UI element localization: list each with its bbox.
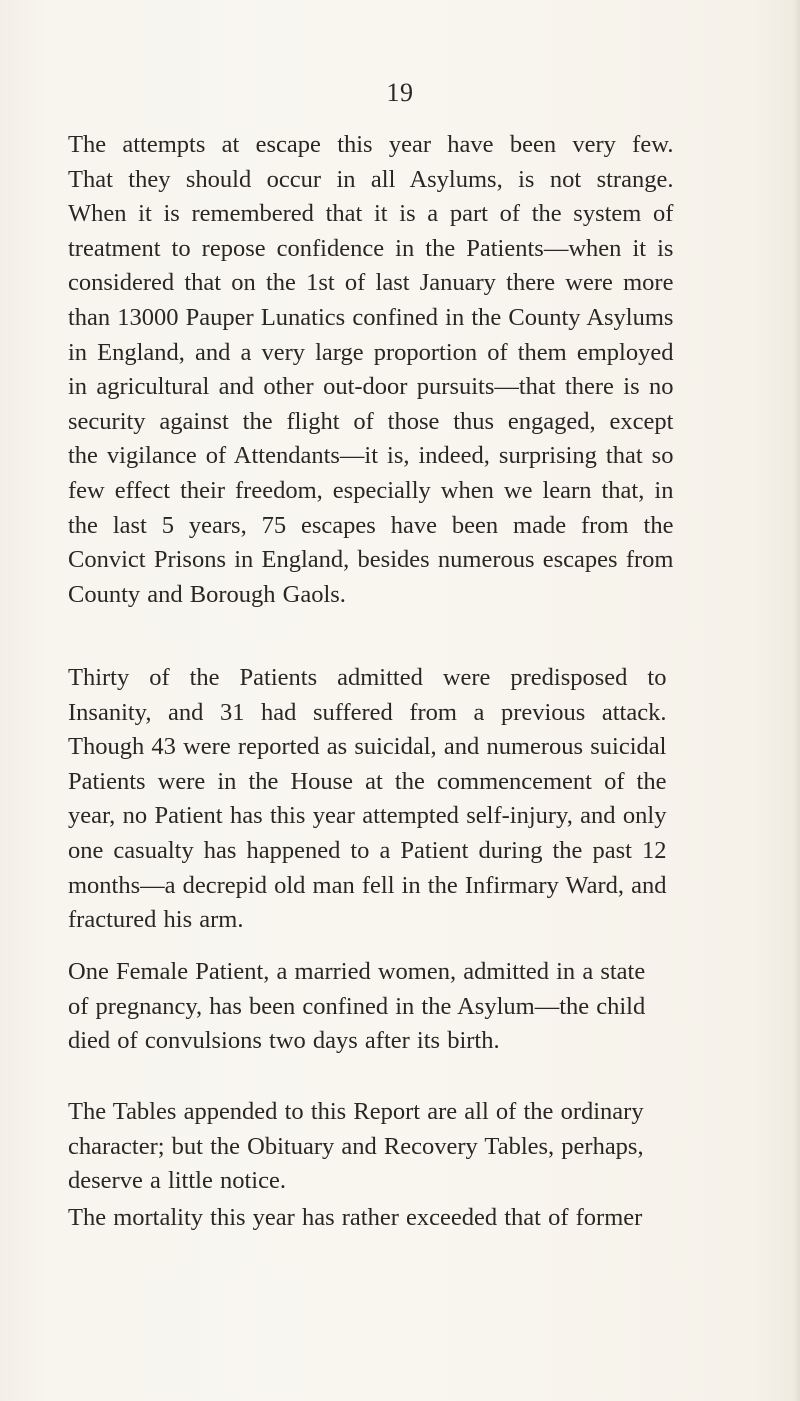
text-line: security against the flight of those thus engaged, except	[68, 407, 674, 435]
text-line: treatment to repose confidence in the Patients—when it is	[68, 234, 674, 262]
text-line: of pregnancy, has been confined in the Asylum—the child	[68, 992, 646, 1020]
text-line: The attempts at escape this year have been very few.	[68, 131, 674, 158]
page-edge-shadow	[794, 0, 800, 1401]
text-line: in England, and a very large proportion of them employed	[68, 338, 674, 366]
text-line: County and Borough Gaols.	[68, 580, 346, 608]
text-line: one casualty has happened to a Patient during the past 12	[68, 836, 667, 864]
text-line: Insanity, and 31 had suffered from a previous attack.	[68, 698, 667, 726]
text-line: considered that on the 1st of last January there were more	[68, 269, 674, 297]
text-line: months—a decrepid old man fell in the Infirmary Ward, and	[68, 871, 667, 899]
text-line: the vigilance of Attendants—it is, indeed, surprising that so	[68, 442, 674, 470]
text-line: Convict Prisons in England, besides numerous escapes from	[68, 546, 674, 574]
text-line: One Female Patient, a married women, admitted in a state	[68, 958, 646, 985]
text-line: When it is remembered that it is a part of the system of	[68, 200, 674, 228]
text-line: year, no Patient has this year attempted self-injury, and only	[68, 802, 667, 830]
paragraph-patients-admitted	[68, 661, 666, 938]
text-line: fractured his arm.	[68, 906, 244, 934]
text-line: died of convulsions two days after its birth.	[68, 1027, 500, 1055]
text-line: the last 5 years, 75 escapes have been made from the	[68, 511, 674, 539]
page-number: 19	[386, 78, 414, 107]
paragraph-mortality	[68, 1201, 642, 1236]
text-line: few effect their freedom, especially when we learn that, in	[68, 476, 674, 504]
text-line: That they should occur in all Asylums, is not strange.	[68, 165, 674, 193]
text-line: in agricultural and other out-door pursuits—that there is no	[68, 373, 674, 401]
text-line: Thirty of the Patients admitted were predisposed to	[68, 664, 667, 691]
text-line: Though 43 were reported as suicidal, and numerous suicidal	[68, 733, 667, 761]
text-line: deserve a little notice.	[68, 1167, 286, 1195]
text-line: than 13000 Pauper Lunatics confined in the County Asylums	[68, 303, 674, 331]
text-line: The mortality this year has rather exceeded that of former	[68, 1204, 643, 1231]
paragraph-tables	[68, 1095, 644, 1199]
paragraph-female-patient	[68, 955, 645, 1059]
paragraph-escapes	[68, 128, 673, 612]
text-line: Patients were in the House at the commencement of the	[68, 767, 667, 795]
text-line: The Tables appended to this Report are all of the ordinary	[68, 1098, 644, 1125]
text-line: character; but the Obituary and Recovery Tables, perhaps,	[68, 1132, 644, 1160]
